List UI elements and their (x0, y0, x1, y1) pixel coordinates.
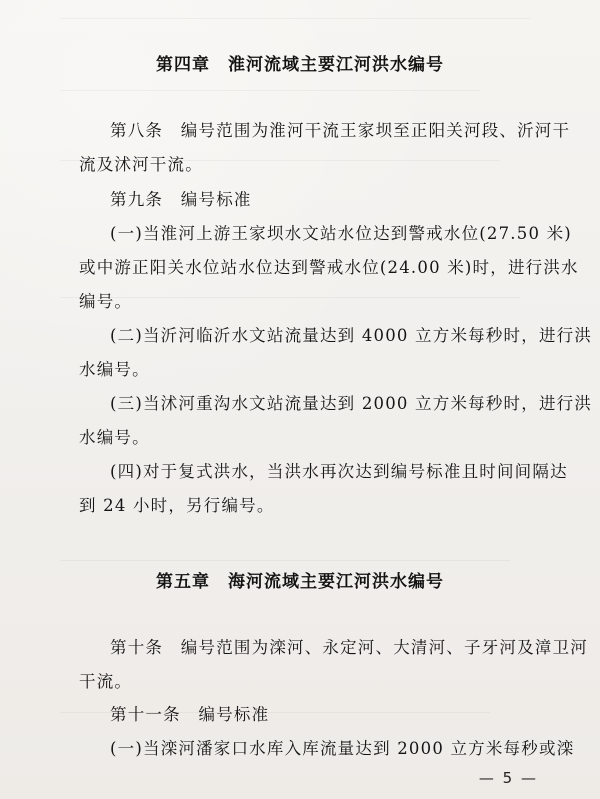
bleed-through-line (60, 90, 480, 91)
article-11-item-1-line-1: (一)当滦河潘家口水库入库流量达到 2000 立方米每秒或滦 (110, 739, 575, 758)
page-number: — 5 — (478, 769, 538, 787)
article-9-heading: 第九条 编号标准 (110, 190, 252, 209)
article-10-line-2: 干流。 (79, 672, 133, 691)
article-9-item-1-line-1: (一)当淮河上游王家坝水文站水位达到警戒水位(27.50 米) (110, 224, 572, 243)
article-9-item-4-line-1: (四)对于复式洪水，当洪水再次达到编号标准且时间间隔达 (110, 462, 568, 481)
article-9 (79, 183, 593, 523)
chapter-4-title: 第四章 淮河流域主要江河洪水编号 (156, 55, 444, 75)
bleed-through-line (60, 18, 530, 19)
article-9-item-3-line-2: 水编号。 (79, 428, 150, 447)
article-11-heading: 第十一条 编号标准 (110, 705, 270, 724)
article-10 (79, 631, 588, 699)
article-11 (79, 698, 575, 766)
article-9-item-2-line-1: (二)当沂河临沂水文站流量达到 4000 立方米每秒时，进行洪 (110, 326, 593, 345)
article-9-item-1-line-2: 或中游正阳关水位站水位达到警戒水位(24.00 米)时，进行洪水 (79, 258, 579, 277)
article-9-item-2-line-2: 水编号。 (79, 360, 150, 379)
article-9-item-1-line-3: 编号。 (79, 292, 133, 311)
article-8-line-2: 流及沭河干流。 (79, 155, 203, 174)
bleed-through-line (60, 560, 510, 561)
article-9-item-4-line-2: 到 24 小时，另行编号。 (79, 496, 275, 515)
article-9-item-3-line-1: (三)当沭河重沟水文站流量达到 2000 立方米每秒时，进行洪 (110, 394, 593, 413)
article-8-line-1: 第八条 编号范围为淮河干流王家坝至正阳关河段、沂河干 (110, 121, 571, 140)
article-10-line-1: 第十条 编号范围为滦河、永定河、大清河、子牙河及漳卫河 (110, 638, 588, 657)
article-8 (79, 114, 571, 182)
chapter-5-title: 第五章 海河流域主要江河洪水编号 (156, 572, 444, 592)
